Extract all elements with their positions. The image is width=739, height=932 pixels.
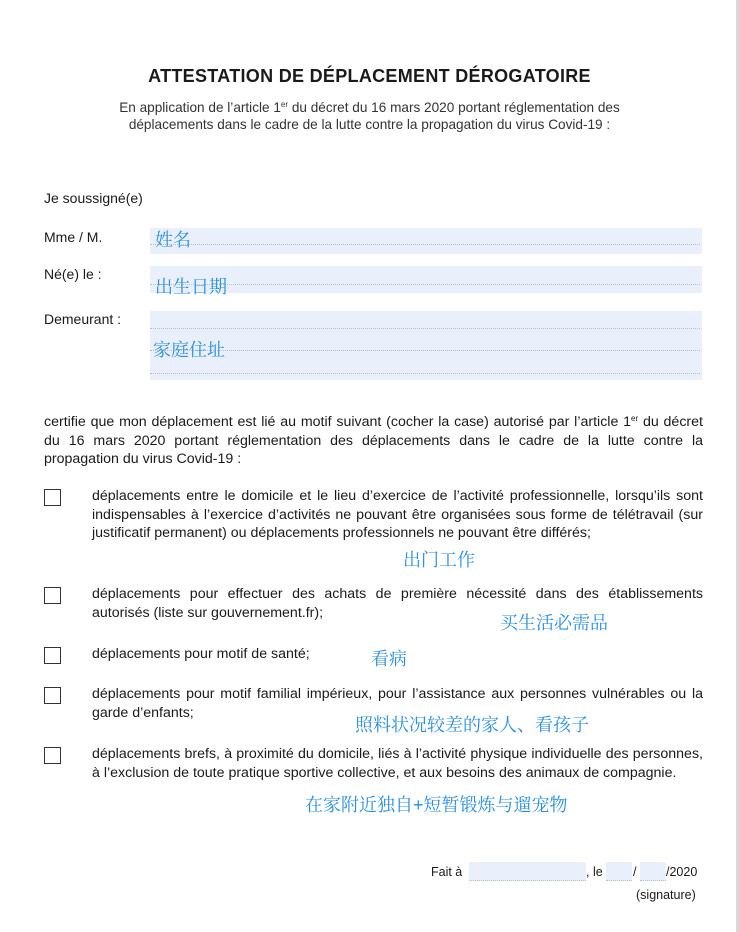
option-checkbox-shopping[interactable] — [44, 587, 61, 604]
name-field[interactable] — [150, 228, 702, 254]
option-checkbox-work[interactable] — [44, 489, 61, 506]
birth-field[interactable] — [150, 266, 702, 293]
option-note-health: 看病 — [371, 649, 407, 669]
option-text-exercise: déplacements brefs, à proximité du domicile, liés à l’activité physique individuelle des personnes, à l’exclusion de toute pratique sportive collective, et aux besoins des animaux de compagnie. — [92, 746, 703, 781]
option-text-health: déplacements pour motif de santé; — [92, 646, 310, 662]
date-slash: / — [633, 865, 637, 879]
year-label: /2020 — [666, 865, 698, 879]
day-field[interactable] — [606, 862, 632, 881]
intro-label: Je soussigné(e) — [44, 190, 143, 206]
option-note-work: 出门工作 — [403, 550, 475, 570]
option-note-shopping: 买生活必需品 — [500, 613, 608, 633]
option-checkbox-exercise[interactable] — [44, 747, 61, 764]
option-text-work: déplacements entre le domicile et le lieu d’exercice de l’activité professionnelle, lorsqu’ils sont indispensables à l’exercice d’activités ne pouvant être organisées sous forme de télétravail (sur justificatif permanent) ou déplacements professionnels ne pouvant être différés; — [92, 488, 703, 541]
signature-label: (signature) — [636, 888, 696, 902]
document-subtitle-line1: En application de l’article 1er du décret du 16 mars 2020 portant réglementation des — [119, 100, 620, 115]
name-label: Mme / M. — [44, 229, 103, 245]
birth-label: Né(e) le : — [44, 266, 102, 282]
option-text-family: déplacements pour motif familial impérieux, pour l’assistance aux personnes vulnérables ou la garde d’enfants; — [92, 686, 703, 721]
address-value: 家庭住址 — [153, 340, 225, 360]
date-label: , le — [586, 865, 603, 879]
option-checkbox-family[interactable] — [44, 687, 61, 704]
option-checkbox-health[interactable] — [44, 647, 61, 664]
option-note-exercise: 在家附近独自+短暂锻炼与遛宠物 — [305, 795, 568, 815]
option-note-family: 照料状况较差的家人、看孩子 — [355, 715, 589, 735]
name-value: 姓名 — [155, 230, 191, 250]
birth-value: 出生日期 — [155, 277, 227, 297]
address-field[interactable] — [150, 311, 702, 380]
certify-paragraph: certifie que mon déplacement est lié au motif suivant (cocher la case) autorisé par l’article 1er du décret du 16 mars 2020 portant réglementation des déplacements dans le cadre de la lutte contre la propagation du virus Covid-19 : — [44, 414, 703, 467]
month-field[interactable] — [640, 862, 666, 881]
place-field[interactable] — [469, 862, 586, 881]
option-text-shopping: déplacements pour effectuer des achats de première nécessité dans des établissements autorisés (liste sur gouvernement.fr); — [92, 586, 703, 621]
document-title: ATTESTATION DE DÉPLACEMENT DÉROGATOIRE — [148, 66, 591, 86]
fait-label: Fait à — [431, 865, 463, 879]
address-label: Demeurant : — [44, 311, 122, 327]
document-subtitle-line2: déplacements dans le cadre de la lutte contre la propagation du virus Covid-19 : — [128, 117, 611, 132]
